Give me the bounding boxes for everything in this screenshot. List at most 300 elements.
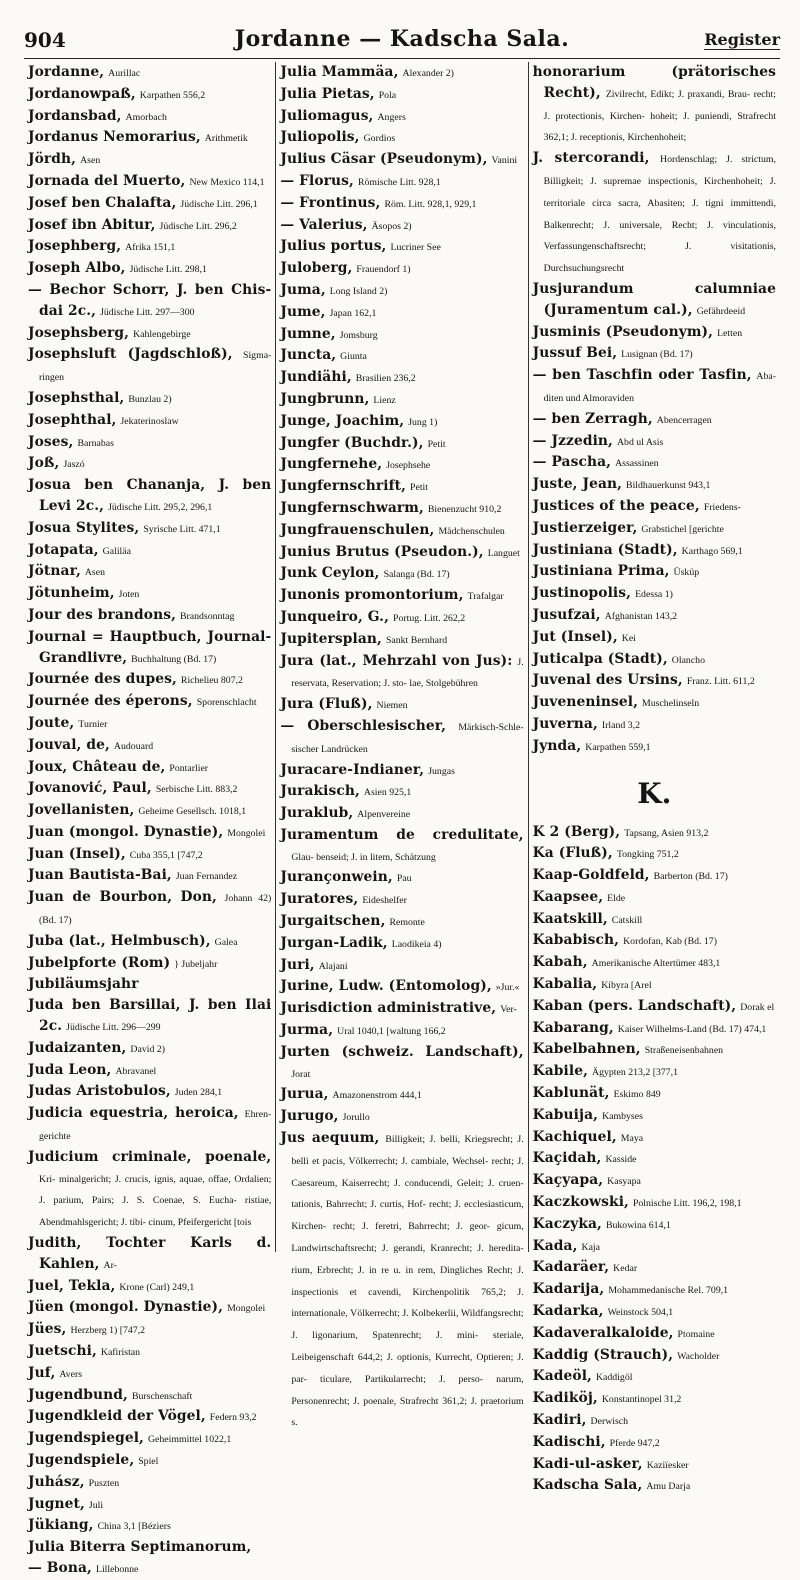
entry-reference: Sigma- ringen [39,350,272,384]
entry-reference: Galea [214,936,238,948]
entry-term: Josef ibn Abitur, [28,216,156,233]
entry-term: Jume, [280,303,326,320]
index-entry [28,236,271,258]
entry-term: Jurakisch, [280,783,360,800]
entry-term: Josua Stylites, [28,519,140,536]
entry-term: Jurgan-Ladik, [280,934,388,951]
entry-reference: Kaziïesker [646,1459,689,1471]
entry-term: Kablunät, [532,1085,610,1102]
index-entry [280,781,523,803]
entry-term: Jungfer (Buchdr.), [280,434,424,451]
entry-reference: Frauendorf 1) [356,264,411,276]
entry-term: Jugendspiele, [28,1452,135,1468]
entry-reference: Richelieu 807,2 [180,675,243,687]
entry-reference: Arithmetik [204,133,248,145]
index-entry [533,1018,776,1040]
entry-term: Jurine, Ludw. (Entomolog), [280,978,492,995]
entry-reference: Jaszó [63,459,85,471]
entry-reference: Pau [396,873,412,885]
index-entry [280,258,523,280]
index-entry [280,84,523,106]
entry-reference: Sankt Bernhard [385,634,448,646]
entry-term: Jurgaitschen, [280,913,386,930]
index-entry [280,889,523,911]
entry-reference: Asen [84,567,105,579]
index-entry [28,1363,271,1385]
entry-term: Jurma, [280,1022,334,1039]
entry-term: Jornada del Muerto, [28,172,186,189]
entry-reference: Buchhaltung (Bd. 17) [131,653,217,665]
entry-reference: Jüdische Litt. 296—299 [66,1022,161,1034]
entry-term: Kadi-ul-asker, [532,1455,643,1472]
index-entry [280,760,523,782]
entry-term: Jungfernschrift, [280,478,406,495]
entry-term: Kabelbahnen, [532,1041,641,1058]
page-header [24,26,780,59]
entry-term: Jötunheim, [28,585,115,602]
entry-term: Jovellanisten, [28,802,135,819]
index-entry [533,518,776,540]
entry-reference: Kambyses [602,1110,643,1122]
entry-reference: Catskill [611,914,643,926]
index-entry [533,540,776,562]
entry-reference: Franz. Litt. 611,2 [686,676,755,688]
index-entry [28,800,271,822]
entry-reference: Herzberg 1) [747,2 [70,1325,146,1337]
index-entry [533,1105,776,1127]
entry-reference: Spiel [138,1456,159,1467]
entry-term: Julia Biterra Septimanorum, [28,1539,252,1556]
entry-reference: Ar- [103,1259,117,1271]
entry-reference: Weinstock 504,1 [607,1307,674,1319]
index-entry [533,1279,776,1301]
entry-reference: Röm. Litt. 928,1, 929,1 [384,198,477,210]
entry-term: Kabuija, [532,1106,599,1123]
index-entry [533,1192,776,1214]
index-entry [280,542,523,564]
entry-reference: Tapsang, Asien 913,2 [624,827,709,839]
section-heading: K. [637,776,672,810]
index-entry [28,1147,271,1233]
entry-reference: Assassinen [615,458,659,470]
entry-term: J. stercorandi, [532,150,650,167]
entry-reference: Jungas [428,765,455,777]
entry-term: — ben Zerragh, [532,410,653,427]
entry-term: Kaatskill, [532,910,608,927]
entry-term: Juda Leon, [28,1061,112,1078]
entry-reference: Krone (Carl) 249,1 [119,1281,195,1293]
entry-reference: Japan 162,1 [329,307,377,319]
index-entry [28,778,271,800]
entry-term: Juticalpa (Stadt), [532,650,668,667]
entry-reference: Eskimo 849 [613,1089,661,1101]
index-entry [533,1323,776,1345]
entry-term: — Valerius, [280,216,368,233]
entry-reference: Geheimmittel 1022,1 [147,1434,232,1446]
column-left [24,62,275,1576]
index-entry [280,498,523,520]
index-entry [280,933,523,955]
entry-reference: Kaiser Wilhelms-Land (Bd. 17) 474,1 [617,1023,767,1035]
entry-reference: Mädchenschulen [438,525,505,537]
index-entry [533,1083,776,1105]
entry-term: Jusjurandum calumniae (Juramentum cal.), [532,280,776,318]
index-entry [533,887,776,909]
index-entry [280,1042,523,1085]
entry-term: Jovanović, Paul, [28,780,152,797]
entry-term: Jurua, [280,1086,329,1103]
entry-term: Jura (Fluß), [280,696,373,713]
entry-reference: Brasilien 236,2 [355,373,416,385]
entry-term: Jusminis (Pseudonym), [532,323,714,340]
entry-reference: Märkisch-Schle- sischer Landrücken [291,721,524,755]
index-entry [280,955,523,977]
entry-reference: Cuba 355,1 [747,2 [129,849,203,861]
entry-reference: Olancho [671,654,705,666]
index-entry [533,322,776,344]
index-entry [533,148,776,279]
entry-term: Jurisdiction administrative, [280,1000,497,1017]
index-entry [533,1061,776,1083]
entry-reference: Long Island 2) [329,285,388,297]
entry-reference: Kaja [581,1241,600,1253]
index-entry [28,62,271,84]
index-entry [28,822,271,844]
entry-term: Juan (mongol. Dynastie), [28,823,224,840]
entry-reference: »Jur.« [495,982,520,994]
entry-reference: Kei [621,632,636,644]
entry-term: Juste, Jean, [532,476,623,493]
entry-reference: Kafiristan [100,1347,141,1359]
entry-term: Juel, Tekla, [28,1277,116,1294]
entry-reference: Letten [717,327,743,339]
entry-reference: Giunta [340,351,367,363]
entry-term: Jouval, de, [28,736,110,753]
index-entry [533,1039,776,1061]
entry-term: Joses, [28,433,74,450]
index-entry [280,433,523,455]
index-entry [280,629,523,651]
entry-reference: Juan Fernandez [175,871,238,883]
entry-term: Kaczkowski, [532,1194,629,1211]
entry-term: Kadscha Sala, [532,1477,643,1494]
entry-term: Kadiköj, [532,1390,598,1407]
index-entry [28,518,271,540]
entry-reference: Puszten [88,1477,120,1489]
entry-reference: Kasyapa [607,1176,641,1188]
index-entry [533,365,776,409]
entry-term: Juan de Bourbon, Don, [28,889,217,906]
entry-term: Junius Brutus (Pseudon.), [280,543,484,560]
index-entry [28,540,271,562]
entry-reference: Kasside [605,1154,637,1166]
entry-reference: Hordenschlag; J. strictum, Billigkeit; J. supremae inspectionis, Kirchenhoheit; J. territoriale circa sacra, Abasiten; J. tigni immittendi, Balkenrecht; J. universale, Recht; J. vinculationis, Verfassungenschaftsrecht; J. visitationis, Durchsuchungsrecht [543,154,776,275]
entry-term: — Florus, [280,172,354,189]
index-entry [28,193,271,215]
entry-reference: Aurillac [108,68,141,79]
index-entry [28,995,271,1038]
index-entry [280,1128,523,1433]
index-entry [280,171,523,193]
entry-reference: Lillebonne [95,1563,139,1575]
entry-reference: Ver- [500,1004,517,1016]
entry-term: Juda ben Barsillai, J. ben Ilai 2c. [28,997,272,1035]
entry-term: Justinopolis, [532,585,632,602]
index-entry [28,323,271,345]
entry-term: Joß, [28,455,60,472]
entry-reference: Aba- diten und Almoraviden [543,371,776,404]
entry-reference: Audouard [113,740,154,752]
entry-term: Judicia equestria, heroica, [28,1105,239,1122]
index-entry [28,561,271,583]
page-number: 904 [24,28,66,52]
entry-term: Jubelpforte (Rom) [28,954,171,971]
index-entry [280,867,523,889]
entry-reference: Ehren- gerichte [39,1109,272,1143]
index-entry [533,843,776,865]
entry-term: Juncta, [280,347,337,364]
index-entry [28,1297,271,1319]
entry-term: Kabarang, [532,1019,614,1036]
entry-term: Jungfernehe, [280,456,383,473]
index-entry [28,1494,271,1516]
index-entry [28,388,271,410]
index-entry [28,865,271,887]
index-entry [28,410,271,432]
entry-reference: Konstantinopel 31,2 [601,1394,682,1406]
entry-reference: Juden 284,1 [174,1087,223,1099]
entry-reference: Gordios [363,133,396,145]
entry-reference: Amu Darja [646,1481,691,1493]
entry-term: Judas Aristobulos, [28,1083,171,1100]
entry-term: Josephsluft (Jagdschloß), [28,346,233,363]
entry-reference: Jung 1) [408,416,438,428]
index-entry [533,343,776,365]
index-entry [280,302,523,324]
entry-reference: Gefährdeeid [696,305,746,317]
entry-reference: Alajani [318,960,348,972]
entry-reference: Grabstichel [gerichte [641,523,724,535]
entry-term: Kadarka, [532,1303,604,1320]
entry-reference: Wacholder [677,1350,720,1362]
entry-reference: Jorat [291,1068,311,1080]
index-entry [280,803,523,825]
entry-term: Kabalia, [532,976,598,993]
index-entry [280,454,523,476]
entry-term: Jubiläumsjahr [28,976,139,993]
entry-term: Jotapata, [28,541,99,558]
entry-reference: Brandsonntag [179,610,235,622]
index-entry [533,474,776,496]
index-entry [533,996,776,1018]
entry-reference: David 2) [130,1043,165,1055]
entry-term: Jungfernschwarm, [280,499,424,516]
entry-reference: Petit [427,438,446,450]
index-entry [533,649,776,671]
index-entry [533,452,776,474]
index-entry [280,651,523,695]
entry-term: — Bona, [28,1559,92,1576]
entry-reference: Mongolei [227,827,266,839]
entry-reference: Angers [377,111,406,123]
entry-term: Julia Pietas, [280,85,375,102]
entry-term: Journée des éperons, [28,693,193,710]
entry-term: Joute, [28,714,75,731]
entry-term: — ben Taschfin oder Tasfin, [532,367,752,384]
entry-reference: Billigkeit; J. belli, Kriegsrecht; J. belli et pacis, Völkerrecht; J. cambiale, Wechsel- recht; J. Caesareum, Kaiserrecht; J. conducendi, Geleit; J. cruen- tationis, Bahrrecht; J. curtis, Hof- recht; J. ecclesiasticum, Kirchen- recht; J. feretri, Bahrrecht; J. geor- gicum, Landwirtschaftsrecht; J. gerandi, Kranrecht; J. heredita- rium, Erbrecht; J. in re u. in rem, Dingliches Recht; J. inspectionis et cavendi, Kirchenpolitik 765,2; J. internationale, Völkerrecht; J. Kolbekerlii, Wildfangsrecht; J. ligonarium, Spatenrecht; J. mini- steriale, Leibeigenschaft 644,2; J. optionis, Kurrecht, Optieren; J. par- ticulare, Partikularrecht; J. perso- narum, Personenrecht; J. poenale, Strafrecht 361,2; J. praetorium s. [291,1134,524,1429]
entry-reference: Afghanistan 143,2 [604,610,678,622]
entry-reference: Asen [80,155,101,167]
index-entry [28,1341,271,1363]
index-entry [28,475,271,518]
entry-reference: Vanini [491,155,518,167]
entry-reference: Sporenschlacht [196,697,257,709]
index-entry [28,974,271,995]
index-entry [533,279,776,322]
index-entry [280,389,523,411]
entry-term: Juba (lat., Helmbusch), [28,932,211,949]
index-entry [280,236,523,258]
index-entry [280,911,523,933]
entry-term: Kadaveralkaloide, [532,1324,674,1341]
index-entry [28,931,271,953]
entry-term: — Bechor Schorr, J. ben Chis- dai 2c., [28,281,272,319]
entry-term: Juraklub, [280,805,354,822]
index-entry [28,344,271,388]
index-entry [533,822,776,844]
entry-term: Jungbrunn, [280,390,370,407]
entry-reference: Ptomaine [677,1328,715,1340]
entry-term: Jungfrauenschulen, [280,521,435,538]
index-entry [533,1366,776,1388]
index-entry [28,583,271,605]
index-entry [280,367,523,389]
entry-term: Junonis promontorium, [280,587,464,604]
index-entry [28,1450,271,1472]
index-entry [280,694,523,716]
entry-term: Juveneninsel, [532,694,639,711]
entry-reference: Geheime Gesellsch. 1018,1 [138,806,247,818]
entry-term: Justierzeiger, [532,519,638,536]
entry-term: Kaddig (Strauch), [532,1346,674,1363]
entry-term: Juri, [280,956,315,973]
entry-term: Jordanne, [28,64,105,80]
entry-term: Juverna, [532,715,598,732]
entry-reference: Petit [410,482,428,494]
index-entry [533,952,776,974]
entry-reference: Avers [59,1368,83,1380]
entry-term: Kababisch, [532,932,620,949]
index-entry [28,1103,271,1147]
entry-reference: Friedens- [703,501,741,513]
entry-reference: Bildhauerkunst 943,1 [626,480,711,492]
entry-term: Justiniana (Stadt), [532,541,678,558]
entry-reference: Salanga (Bd. 17) [383,569,450,581]
entry-reference: Mohammedanische Rel. 709,1 [608,1285,729,1297]
index-entry [533,431,776,453]
index-entry [28,953,271,975]
entry-reference: Barnabas [77,437,114,449]
entry-reference: Abd ul Asis [616,436,664,448]
entry-reference: Amazonenstrom 444,1 [332,1090,422,1102]
entry-term: Junqueiro, G., [280,608,389,625]
index-entry [28,887,271,931]
entry-term: Jundiähi, [280,369,352,386]
index-entry [533,692,776,714]
index-entry [533,496,776,518]
entry-term: Juratores, [280,891,359,908]
index-entry [28,1406,271,1428]
index-entry [280,976,523,998]
index-entry [533,1410,776,1432]
entry-reference: J. reservata, Reservation; J. sto- lae, Stolgebühren [291,656,524,690]
entry-term: Kada, [532,1237,578,1254]
index-entry [280,345,523,367]
entry-reference: Glau- benseid; J. in litem, Schätzung [291,851,436,863]
entry-term: Jus aequum, [280,1130,380,1147]
entry-term: Josephsthal, [28,389,125,406]
entry-term: Jour des brandons, [28,606,176,623]
entry-reference: China 3,1 [Béziers [97,1521,171,1533]
entry-term: Josua ben Chananja, J. ben Levi 2c., [28,477,272,514]
index-entry [28,1515,271,1537]
entry-reference: Niemen [376,700,408,712]
entry-reference: Lucriner See [390,242,441,254]
entry-reference: Portug. Litt. 262,2 [393,612,466,624]
entry-reference: New Mexico 114,1 [189,176,265,188]
entry-reference: Pferde 947,2 [609,1437,660,1449]
index-entry [280,193,523,215]
entry-reference: Kordofan, Kab (Bd. 17) [623,936,717,948]
index-entry [28,127,271,149]
index-entry [28,1319,271,1341]
index-entry [28,605,271,627]
entry-reference: Turnier [78,718,108,730]
entry-term: Jües, [28,1321,67,1338]
entry-reference: Jorullo [342,1112,370,1124]
index-entry [533,1170,776,1192]
index-entry [280,1084,523,1106]
index-entry [28,713,271,735]
entry-reference: Jomsburg [339,329,378,341]
entry-reference: Bienenzucht 910,2 [427,503,502,515]
entry-reference: Kibyra [Arel [601,980,652,992]
entry-reference: Remonte [389,917,425,929]
entry-term: Julia Mammäa, [280,64,399,80]
index-entry [28,669,271,691]
index-entry [280,825,523,868]
entry-term: Kadischi, [532,1433,606,1450]
index-entry [533,62,776,148]
entry-reference: Jüdische Litt. 296,2 [159,220,237,232]
entry-reference: Syrische Litt. 471,1 [143,523,221,535]
entry-term: Jusufzai, [532,606,601,623]
entry-reference: Lienz [373,394,396,406]
index-entry [28,1385,271,1407]
index-entry [28,1537,271,1558]
entry-term: Jut (Insel), [532,628,618,645]
index-entry [28,1428,271,1450]
index-entry [28,215,271,237]
index-entry [28,735,271,757]
entry-term: Jurten (schweiz. Landschaft), [280,1043,524,1060]
entry-reference: Dorak el [740,1001,775,1013]
index-entry [28,1276,271,1298]
index-entry [280,476,523,498]
entry-term: Judicium criminale, poenale, [28,1148,272,1165]
entry-term: honorarium (prätorisches Recht), [532,64,776,101]
entry-term: Jynda, [532,737,582,754]
